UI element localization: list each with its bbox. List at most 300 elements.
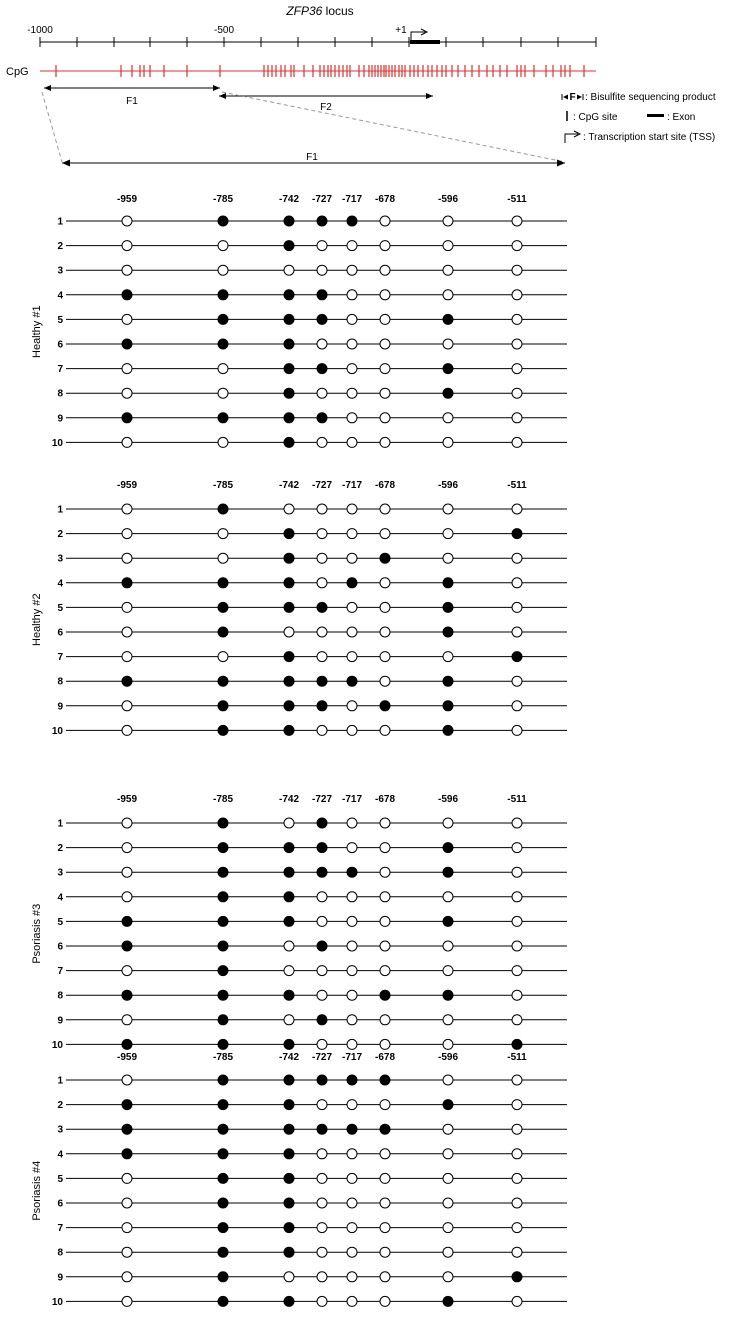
clone-number: 3 <box>57 867 63 879</box>
methylated-cpg-dot <box>317 843 327 853</box>
unmethylated-cpg-dot <box>347 602 357 612</box>
methylated-cpg-dot <box>122 1039 132 1049</box>
locus-scale-bar <box>40 37 596 47</box>
position-label: -511 <box>507 194 527 205</box>
title-suffix: locus <box>322 4 354 18</box>
methylation-panels <box>31 194 567 1308</box>
position-label: -511 <box>507 794 527 805</box>
unmethylated-cpg-dot <box>443 1272 453 1282</box>
unmethylated-cpg-dot <box>443 437 453 447</box>
clone-row <box>57 216 567 228</box>
unmethylated-cpg-dot <box>380 676 390 686</box>
methylated-cpg-dot <box>284 867 294 877</box>
methylated-cpg-dot <box>317 413 327 423</box>
methylated-cpg-dot <box>218 504 228 514</box>
methylated-cpg-dot <box>443 701 453 711</box>
methylated-cpg-dot <box>218 1296 228 1306</box>
unmethylated-cpg-dot <box>347 553 357 563</box>
methylated-cpg-dot <box>284 892 294 902</box>
sample-panel <box>31 480 567 737</box>
tss-legend-icon <box>565 131 580 143</box>
methylated-cpg-dot <box>284 364 294 374</box>
methylated-cpg-dot <box>284 1247 294 1257</box>
unmethylated-cpg-dot <box>443 529 453 539</box>
methylated-cpg-dot <box>122 578 132 588</box>
methylated-cpg-dot <box>284 1039 294 1049</box>
methylated-cpg-dot <box>218 1039 228 1049</box>
unmethylated-cpg-dot <box>512 290 522 300</box>
methylated-cpg-dot <box>218 725 228 735</box>
methylated-cpg-dot <box>122 676 132 686</box>
clone-number: 1 <box>57 818 63 830</box>
unmethylated-cpg-dot <box>443 892 453 902</box>
methylated-cpg-dot <box>218 627 228 637</box>
unmethylated-cpg-dot <box>317 916 327 926</box>
methylated-cpg-dot <box>218 290 228 300</box>
clone-number: 8 <box>57 676 63 688</box>
unmethylated-cpg-dot <box>443 290 453 300</box>
position-label: -717 <box>341 1052 363 1063</box>
unmethylated-cpg-dot <box>512 553 522 563</box>
unmethylated-cpg-dot <box>218 553 228 563</box>
methylated-cpg-dot <box>218 1075 228 1085</box>
clone-number: 6 <box>57 627 63 639</box>
unmethylated-cpg-dot <box>347 652 357 662</box>
unmethylated-cpg-dot <box>347 627 357 637</box>
unmethylated-cpg-dot <box>380 602 390 612</box>
clone-row <box>57 529 567 541</box>
unmethylated-cpg-dot <box>122 1272 132 1282</box>
unmethylated-cpg-dot <box>122 602 132 612</box>
position-label: -596 <box>437 480 459 491</box>
methylated-cpg-dot <box>284 1198 294 1208</box>
methylated-cpg-dot <box>218 1272 228 1282</box>
methylated-cpg-dot <box>218 1124 228 1134</box>
unmethylated-cpg-dot <box>317 1223 327 1233</box>
position-label: -727 <box>311 1052 333 1063</box>
legend-exon-label: : Exon <box>667 112 696 123</box>
methylated-cpg-dot <box>347 676 357 686</box>
unmethylated-cpg-dot <box>317 892 327 902</box>
unmethylated-cpg-dot <box>317 1173 327 1183</box>
unmethylated-cpg-dot <box>380 241 390 251</box>
tick-label-minus500: -500 <box>213 25 235 36</box>
unmethylated-cpg-dot <box>122 1015 132 1025</box>
unmethylated-cpg-dot <box>443 941 453 951</box>
sample-panel <box>31 194 567 449</box>
methylated-cpg-dot <box>443 916 453 926</box>
position-label: -959 <box>116 194 138 205</box>
clone-row <box>57 364 567 376</box>
unmethylated-cpg-dot <box>512 843 522 853</box>
unmethylated-cpg-dot <box>380 818 390 828</box>
unmethylated-cpg-dot <box>122 966 132 976</box>
position-label: -678 <box>374 194 396 205</box>
unmethylated-cpg-dot <box>443 1149 453 1159</box>
methylated-cpg-dot <box>284 652 294 662</box>
unmethylated-cpg-dot <box>380 1149 390 1159</box>
clone-row <box>57 388 567 400</box>
unmethylated-cpg-dot <box>380 1223 390 1233</box>
position-label: -727 <box>311 480 333 491</box>
methylated-cpg-dot <box>443 725 453 735</box>
clone-row <box>57 818 567 830</box>
unmethylated-cpg-dot <box>512 627 522 637</box>
expanded-f1-label: F1 <box>306 152 318 163</box>
unmethylated-cpg-dot <box>512 966 522 976</box>
unmethylated-cpg-dot <box>122 867 132 877</box>
methylated-cpg-dot <box>284 990 294 1000</box>
methylated-cpg-dot <box>284 1075 294 1085</box>
unmethylated-cpg-dot <box>347 1100 357 1110</box>
methylated-cpg-dot <box>443 627 453 637</box>
position-label: -596 <box>437 194 459 205</box>
unmethylated-cpg-dot <box>512 1075 522 1085</box>
unmethylated-cpg-dot <box>380 1039 390 1049</box>
unmethylated-cpg-dot <box>122 843 132 853</box>
clone-number: 10 <box>51 1296 63 1308</box>
methylated-cpg-dot <box>380 701 390 711</box>
clone-row <box>57 290 567 302</box>
unmethylated-cpg-dot <box>347 1223 357 1233</box>
unmethylated-cpg-dot <box>317 725 327 735</box>
clone-row <box>57 1015 567 1027</box>
clone-row <box>57 867 567 879</box>
clone-number: 5 <box>57 1173 63 1185</box>
unmethylated-cpg-dot <box>317 1272 327 1282</box>
unmethylated-cpg-dot <box>122 1223 132 1233</box>
methylated-cpg-dot <box>443 314 453 324</box>
unmethylated-cpg-dot <box>380 725 390 735</box>
unmethylated-cpg-dot <box>443 504 453 514</box>
legend-cpg-label: : CpG site <box>573 112 618 123</box>
unmethylated-cpg-dot <box>317 388 327 398</box>
unmethylated-cpg-dot <box>512 413 522 423</box>
unmethylated-cpg-dot <box>380 314 390 324</box>
unmethylated-cpg-dot <box>122 1296 132 1306</box>
methylated-cpg-dot <box>512 652 522 662</box>
unmethylated-cpg-dot <box>380 364 390 374</box>
unmethylated-cpg-dot <box>380 627 390 637</box>
methylated-cpg-dot <box>284 1223 294 1233</box>
methylated-cpg-dot <box>443 990 453 1000</box>
clone-number: 2 <box>57 843 63 855</box>
methylated-cpg-dot <box>347 867 357 877</box>
clone-number: 7 <box>57 1223 63 1235</box>
methylated-cpg-dot <box>218 941 228 951</box>
unmethylated-cpg-dot <box>122 1173 132 1183</box>
clone-row <box>52 725 567 737</box>
unmethylated-cpg-dot <box>512 364 522 374</box>
unmethylated-cpg-dot <box>380 941 390 951</box>
unmethylated-cpg-dot <box>122 265 132 275</box>
clone-row <box>57 701 567 713</box>
methylated-cpg-dot <box>443 364 453 374</box>
unmethylated-cpg-dot <box>218 265 228 275</box>
clone-row <box>57 941 567 953</box>
clone-row <box>57 1272 567 1284</box>
unmethylated-cpg-dot <box>443 966 453 976</box>
unmethylated-cpg-dot <box>380 966 390 976</box>
unmethylated-cpg-dot <box>512 1015 522 1025</box>
unmethylated-cpg-dot <box>347 1149 357 1159</box>
fragment-f1-arrow <box>44 85 220 91</box>
unmethylated-cpg-dot <box>347 339 357 349</box>
methylated-cpg-dot <box>284 388 294 398</box>
unmethylated-cpg-dot <box>512 265 522 275</box>
clone-number: 10 <box>51 437 63 449</box>
unmethylated-cpg-dot <box>347 314 357 324</box>
clone-row <box>57 652 567 664</box>
clone-row <box>57 1100 567 1112</box>
methylated-cpg-dot <box>284 676 294 686</box>
clone-number: 9 <box>57 1015 63 1027</box>
unmethylated-cpg-dot <box>443 1223 453 1233</box>
exon-block <box>410 40 440 44</box>
methylated-cpg-dot <box>284 413 294 423</box>
unmethylated-cpg-dot <box>512 1223 522 1233</box>
clone-row <box>57 990 567 1002</box>
unmethylated-cpg-dot <box>347 1296 357 1306</box>
unmethylated-cpg-dot <box>218 652 228 662</box>
methylated-cpg-dot <box>218 602 228 612</box>
unmethylated-cpg-dot <box>380 339 390 349</box>
unmethylated-cpg-dot <box>512 701 522 711</box>
unmethylated-cpg-dot <box>512 941 522 951</box>
methylated-cpg-dot <box>347 1124 357 1134</box>
unmethylated-cpg-dot <box>284 265 294 275</box>
unmethylated-cpg-dot <box>347 818 357 828</box>
unmethylated-cpg-dot <box>122 892 132 902</box>
sample-panel <box>31 1052 567 1308</box>
unmethylated-cpg-dot <box>512 990 522 1000</box>
unmethylated-cpg-dot <box>347 843 357 853</box>
clone-number: 2 <box>57 1100 63 1112</box>
zoom-guide-left <box>42 92 62 162</box>
methylated-cpg-dot <box>218 1198 228 1208</box>
unmethylated-cpg-dot <box>512 314 522 324</box>
methylated-cpg-dot <box>122 290 132 300</box>
methylated-cpg-dot <box>317 1015 327 1025</box>
methylated-cpg-dot <box>317 701 327 711</box>
unmethylated-cpg-dot <box>317 627 327 637</box>
clone-number: 1 <box>57 1075 63 1087</box>
methylated-cpg-dot <box>443 1296 453 1306</box>
unmethylated-cpg-dot <box>218 529 228 539</box>
unmethylated-cpg-dot <box>380 1272 390 1282</box>
unmethylated-cpg-dot <box>347 892 357 902</box>
methylated-cpg-dot <box>218 216 228 226</box>
clone-row <box>57 314 567 326</box>
unmethylated-cpg-dot <box>317 241 327 251</box>
methylated-cpg-dot <box>284 843 294 853</box>
unmethylated-cpg-dot <box>122 388 132 398</box>
bisulfite-icon-letter: F <box>569 92 576 103</box>
methylated-cpg-dot <box>218 339 228 349</box>
methylated-cpg-dot <box>317 818 327 828</box>
position-label: -742 <box>278 794 300 805</box>
position-label: -742 <box>278 480 300 491</box>
methylated-cpg-dot <box>317 867 327 877</box>
unmethylated-cpg-dot <box>512 339 522 349</box>
clone-number: 7 <box>57 652 63 664</box>
unmethylated-cpg-dot <box>317 1296 327 1306</box>
unmethylated-cpg-dot <box>443 1124 453 1134</box>
unmethylated-cpg-dot <box>317 990 327 1000</box>
position-label: -742 <box>278 1052 300 1063</box>
methylated-cpg-dot <box>443 388 453 398</box>
methylated-cpg-dot <box>218 676 228 686</box>
unmethylated-cpg-dot <box>443 553 453 563</box>
sample-name-label: Healthy #2 <box>31 593 43 646</box>
unmethylated-cpg-dot <box>443 1039 453 1049</box>
position-label: -959 <box>116 480 138 491</box>
position-label: -959 <box>116 794 138 805</box>
unmethylated-cpg-dot <box>443 1015 453 1025</box>
methylated-cpg-dot <box>443 578 453 588</box>
clone-row <box>57 1247 567 1259</box>
methylated-cpg-dot <box>122 990 132 1000</box>
methylated-cpg-dot <box>122 916 132 926</box>
methylated-cpg-dot <box>218 1247 228 1257</box>
methylated-cpg-dot <box>218 892 228 902</box>
clone-row <box>57 602 567 614</box>
unmethylated-cpg-dot <box>512 1100 522 1110</box>
methylated-cpg-dot <box>122 339 132 349</box>
position-label: -717 <box>341 794 363 805</box>
methylated-cpg-dot <box>218 1015 228 1025</box>
clone-number: 8 <box>57 990 63 1002</box>
clone-row <box>57 578 567 590</box>
unmethylated-cpg-dot <box>443 1075 453 1085</box>
unmethylated-cpg-dot <box>122 1247 132 1257</box>
methylated-cpg-dot <box>380 1075 390 1085</box>
position-label: -959 <box>116 1052 138 1063</box>
unmethylated-cpg-dot <box>317 504 327 514</box>
unmethylated-cpg-dot <box>122 437 132 447</box>
unmethylated-cpg-dot <box>380 413 390 423</box>
unmethylated-cpg-dot <box>317 1149 327 1159</box>
exon-legend-icon <box>647 114 664 117</box>
unmethylated-cpg-dot <box>512 1198 522 1208</box>
unmethylated-cpg-dot <box>512 241 522 251</box>
methylated-cpg-dot <box>122 1124 132 1134</box>
methylated-cpg-dot <box>284 1124 294 1134</box>
unmethylated-cpg-dot <box>218 437 228 447</box>
unmethylated-cpg-dot <box>317 1247 327 1257</box>
unmethylated-cpg-dot <box>380 1015 390 1025</box>
unmethylated-cpg-dot <box>317 339 327 349</box>
methylated-cpg-dot <box>218 314 228 324</box>
unmethylated-cpg-dot <box>380 388 390 398</box>
clone-number: 4 <box>57 1149 63 1161</box>
clone-row <box>57 627 567 639</box>
clone-row <box>57 504 567 516</box>
methylated-cpg-dot <box>347 578 357 588</box>
clone-number: 1 <box>57 504 63 516</box>
cpg-track <box>40 65 596 77</box>
position-label: -596 <box>437 1052 459 1063</box>
methylated-cpg-dot <box>317 314 327 324</box>
clone-row <box>57 1198 567 1210</box>
unmethylated-cpg-dot <box>347 290 357 300</box>
unmethylated-cpg-dot <box>284 966 294 976</box>
unmethylated-cpg-dot <box>317 966 327 976</box>
clone-number: 8 <box>57 388 63 400</box>
clone-row <box>57 1124 567 1136</box>
methylated-cpg-dot <box>284 241 294 251</box>
unmethylated-cpg-dot <box>347 364 357 374</box>
methylated-cpg-dot <box>218 867 228 877</box>
unmethylated-cpg-dot <box>284 627 294 637</box>
unmethylated-cpg-dot <box>380 437 390 447</box>
unmethylated-cpg-dot <box>512 504 522 514</box>
clone-number: 4 <box>57 892 63 904</box>
unmethylated-cpg-dot <box>218 241 228 251</box>
unmethylated-cpg-dot <box>317 578 327 588</box>
unmethylated-cpg-dot <box>317 1039 327 1049</box>
unmethylated-cpg-dot <box>512 1124 522 1134</box>
unmethylated-cpg-dot <box>122 529 132 539</box>
methylated-cpg-dot <box>122 413 132 423</box>
unmethylated-cpg-dot <box>347 990 357 1000</box>
unmethylated-cpg-dot <box>317 1198 327 1208</box>
clone-number: 9 <box>57 413 63 425</box>
fragment-f1-label: F1 <box>126 96 138 107</box>
clone-number: 4 <box>57 578 63 590</box>
methylated-cpg-dot <box>284 314 294 324</box>
unmethylated-cpg-dot <box>380 1173 390 1183</box>
legend-bisulfite-label: : Bisulfite sequencing product <box>585 92 716 103</box>
unmethylated-cpg-dot <box>512 1173 522 1183</box>
clone-row <box>57 892 567 904</box>
unmethylated-cpg-dot <box>347 265 357 275</box>
unmethylated-cpg-dot <box>380 529 390 539</box>
unmethylated-cpg-dot <box>347 388 357 398</box>
unmethylated-cpg-dot <box>512 216 522 226</box>
methylated-cpg-dot <box>284 339 294 349</box>
methylated-cpg-dot <box>284 1173 294 1183</box>
unmethylated-cpg-dot <box>443 818 453 828</box>
methylated-cpg-dot <box>218 966 228 976</box>
zoom-guide-right <box>222 92 565 162</box>
unmethylated-cpg-dot <box>122 1198 132 1208</box>
unmethylated-cpg-dot <box>284 1015 294 1025</box>
clone-row <box>57 1149 567 1161</box>
position-label: -717 <box>341 194 363 205</box>
clone-row <box>52 437 567 449</box>
methylated-cpg-dot <box>317 676 327 686</box>
sample-name-label: Healthy #1 <box>31 305 43 358</box>
clone-number: 6 <box>57 941 63 953</box>
methylated-cpg-dot <box>218 701 228 711</box>
unmethylated-cpg-dot <box>380 216 390 226</box>
unmethylated-cpg-dot <box>512 1247 522 1257</box>
methylated-cpg-dot <box>284 216 294 226</box>
methylated-cpg-dot <box>347 1075 357 1085</box>
position-label: -727 <box>311 194 333 205</box>
unmethylated-cpg-dot <box>317 1100 327 1110</box>
unmethylated-cpg-dot <box>347 1198 357 1208</box>
clone-number: 6 <box>57 339 63 351</box>
unmethylated-cpg-dot <box>122 241 132 251</box>
methylated-cpg-dot <box>284 916 294 926</box>
clone-row <box>57 916 567 928</box>
unmethylated-cpg-dot <box>380 916 390 926</box>
clone-row <box>57 1075 567 1087</box>
unmethylated-cpg-dot <box>122 701 132 711</box>
clone-number: 9 <box>57 701 63 713</box>
